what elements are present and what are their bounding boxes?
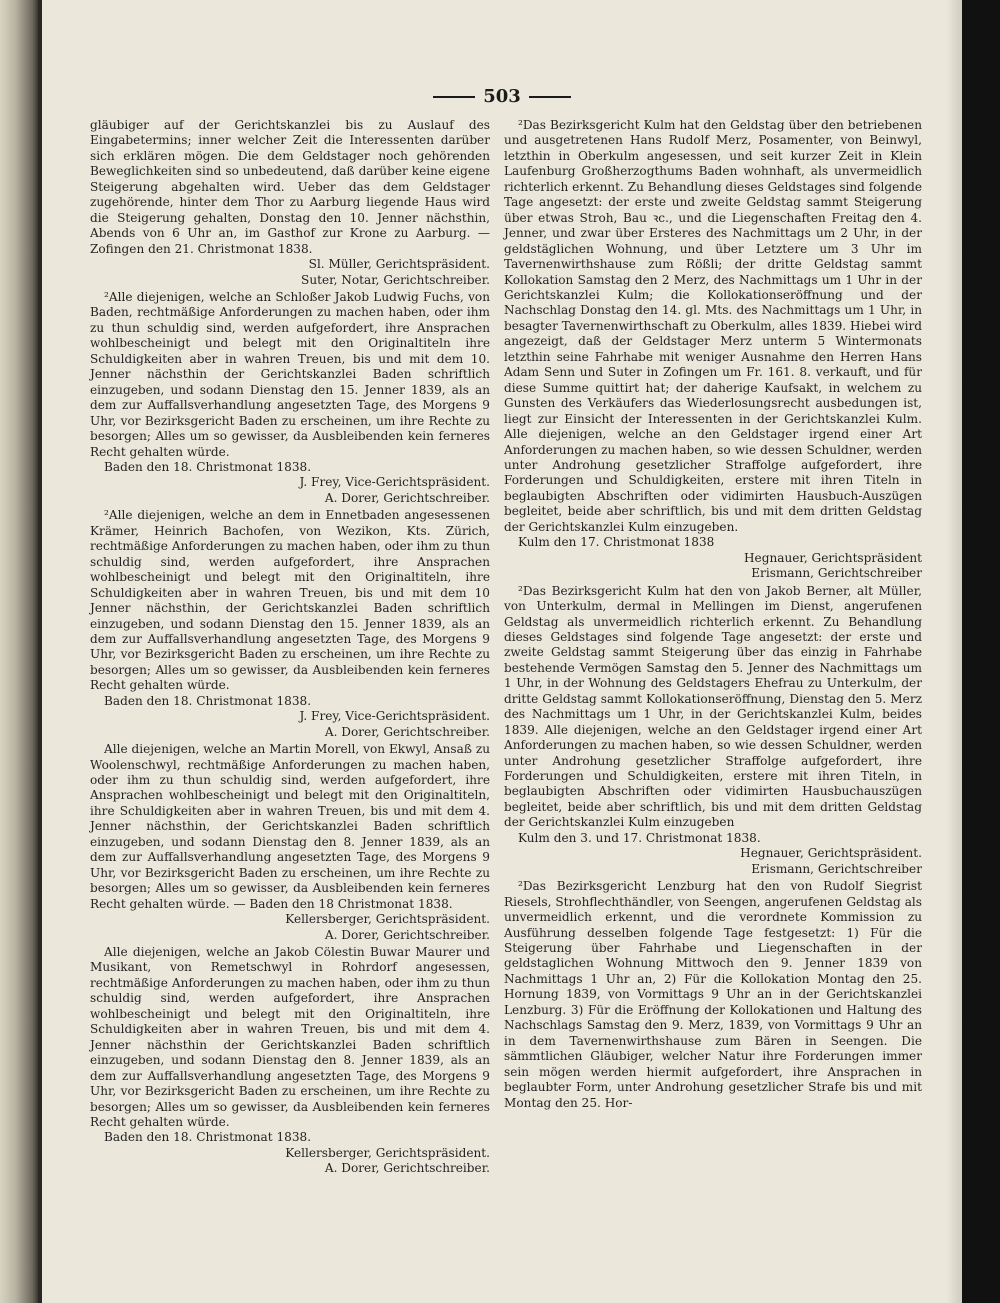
notice-signature: Kellersberger, Gerichtspräsident. <box>285 912 490 927</box>
notice-signature: Erismann, Gerichtschreiber <box>751 861 922 876</box>
notice-signature: J. Frey, Vice-Gerichtspräsident. <box>299 709 490 724</box>
notice-text: ²Alle diejenigen, welche an dem in Ennetbaden angesessenen Krämer, Heinrich Bachofen, von Wezikon, Kts. Zürich, rechtmäßige Anforderungen zu machen haben, oder ihm zu thun schuldig sind, werden aufgefordert, ihre Ansprachen wohlbescheinigt und belegt mit den Originaltiteln, ihre Schuldigkeiten aber in wahren Treuen, bis und mit dem 10 Jenner nächsthin, der Gerichtskanzlei Baden schriftlich einzugeben, und sodann Dienstag den 15. Jenner 1839, als an dem zur Auffallsverhandlung angesetzten Tage, des Morgens 9 Uhr, vor Bezirksgericht Baden zu erscheinen, um ihre Rechte zu besorgen; Alles um so gewisser, da Ausbleibenden kein ferneres Recht gehalten würde. <box>90 508 490 693</box>
notice <box>90 290 490 506</box>
notice-signature: Erismann, Gerichtschreiber <box>751 566 922 581</box>
notice-text: ²Das Bezirksgericht Lenzburg hat den von Rudolf Siegrist Riesels, Strohflechthändler, von Seengen, angerufenen Geldstag als unvermeidlich erkennt, und die verordnete Kommission zu Ausführung desselben folgende Tage festgesetzt: 1) Für die Steigerung über Fahrhabe und Liegenschaften in der geldstaglichen Wohnung Mittwoch den 9. Jenner 1839 von Nachmittags 1 Uhr an, 2) Für die Kollokation Montag den 25. Hornung 1839, von Vormittags 9 Uhr an in der Gerichtskanzlei Lenzburg. 3) Für die Eröffnung der Kollokationen und Haltung des Nachschlags Samstag den 9. Merz, 1839, von Vormittags 9 Uhr an in dem Tavernenwirthshause zum Bären in Seengen. Die sämmtlichen Gläubiger, welcher Natur ihre Forderungen immer sein mögen werden hiermit aufgefordert, ihre Ansprachen in beglaubter Form, unter Androhung gesetzlicher Strafe bis und mit Montag den 25. Hor- <box>504 879 922 1110</box>
notice-signature: Suter, Notar, Gerichtschreiber. <box>301 272 490 287</box>
notice-signature: A. Dorer, Gerichtschreiber. <box>324 724 490 739</box>
notice-signature: A. Dorer, Gerichtschreiber. <box>324 927 490 942</box>
notice-date: Kulm den 17. Christmonat 1838 <box>518 535 715 550</box>
notice-date: Baden den 18. Christmonat 1838. <box>104 1130 312 1145</box>
notice-text: ²Das Bezirksgericht Kulm hat den von Jakob Berner, alt Müller, von Unterkulm, dermal in Mellingen im Dienst, angerufenen Geldstag als unvermeidlich richterlich erkennt. Zu Behandlung dieses Geldstages sind folgende Tage angesetzt: der erste und zweite Geldstag sammt Steigerung über das einzig in Fahrhabe bestehende Vermögen Samstag den 5. Jenner des Nachmittags um 1 Uhr, in der Wohnung des Geldstagers Ehefrau zu Unterkulm, der dritte Geldstag sammt Kollokationseröffnung, Dienstag den 5. Merz des Nachmittags um 1 Uhr, in der Gerichtskanzlei Kulm, beides 1839. Alle diejenigen, welche an den Geldstager irgend einer Art Anforderungen zu machen haben, so wie dessen Schuldner, werden unter Androhung gesetzlicher Straffolge aufgefordert, ihre Forderungen und Schuldigkeiten, erstere mit ihren Titeln, in beglaubigten Abschriften oder vidimirten Hausbuchauszügen begleitet, beide aber schriftlich, bis und mit dem dritten Geldstag der Gerichtskanzlei Kulm einzugeben <box>504 583 922 830</box>
notice-signature: J. Frey, Vice-Gerichtspräsident. <box>299 475 490 490</box>
notice <box>90 508 490 740</box>
header-rule-left <box>433 96 475 98</box>
binding-gutter <box>0 0 38 1303</box>
notice-signature: Kellersberger, Gerichtspräsident. <box>285 1145 490 1160</box>
page-number: 503 <box>483 86 521 107</box>
notice-date: Kulm den 3. und 17. Christmonat 1838. <box>518 830 761 845</box>
notice-text: Alle diejenigen, welche an Martin Morell, von Ekwyl, Ansaß zu Woolenschwyl, rechtmäßige Anforderungen zu machen haben, oder ihm zu thun schuldig sind, werden aufgefordert, ihre Ansprachen wohlbescheinigt und belegt mit den Originaltiteln, ihre Schuldigkeiten aber in wahren Treuen, bis und mit dem 4. Jenner nächsthin, der Gerichtskanzlei Baden schriftlich einzugeben, und sodann Dienstag den 8. Jenner 1839, als an dem zur Auffallsverhandlung angesetzten Tage, des Morgens 9 Uhr, vor Bezirksgericht Baden zu erscheinen, um ihre Rechte zu besorgen; Alles um so gewisser, da Ausbleibenden kein ferneres Recht gehalten würde. — Baden den 18 Christmonat 1838. <box>90 742 490 911</box>
right-column <box>504 118 922 1113</box>
notice-text: gläubiger auf der Gerichtskanzlei bis zu Auslauf des Eingabetermins; inner welcher Zeit die Interessenten darüber sich erklären mögen. Die dem Geldstager noch gehörenden Beweglichkeiten sind so unbedeutend, daß darüber keine eigene Steigerung abgehalten wird. Ueber das dem Geldstager zugehörende, hinter dem Thor zu Aarburg liegende Haus wird die Steigerung gehalten, Donstag den 10. Jenner nächsthin, Abends von 6 Uhr an, im Gasthof zur Krone zu Aarburg. — Zofingen den 21. Christmonat 1838. <box>90 118 490 256</box>
notice <box>504 879 922 1111</box>
notice <box>504 584 922 878</box>
left-column <box>90 118 490 1179</box>
notice <box>504 118 922 582</box>
notice-date: Baden den 18. Christmonat 1838. <box>104 693 312 708</box>
notice-signature: Hegnauer, Gerichtspräsident <box>744 550 922 565</box>
notice-signature: Hegnauer, Gerichtspräsident. <box>740 846 922 861</box>
notice-text: ²Das Bezirksgericht Kulm hat den Geldstag über den betriebenen und ausgetretenen Hans Rudolf Merz, Posamenter, von Beinwyl, letzthin in Oberkulm angesessen, und seit kurzer Zeit in Klein Laufenburg Großherzogthums Baden wohnhaft, als unvermeidlich richterlich erkennt. Zu Behandlung dieses Geldstages sind folgende Tage angesetzt: der erste und zweite Geldstag sammt Steigerung über etwas Stroh, Bau ꝛc., und die Liegenschaften Freitag den 4. Jenner, und zwar über Ersteres des Nachmittags um 2 Uhr, in der geldstäglichen Wohnung, und über Letztere um 3 Uhr im Tavernenwirthshause zum Rößli; der dritte Geldstag sammt Kollokation Samstag den 2 Merz, des Nachmittags um 1 Uhr in der Gerichtskanzlei Kulm; die Kollokationseröffnung und der Nachschlag Donstag den 14. gl. Mts. des Nachmittags um 1 Uhr, in besagter Tavernenwirthschaft zu Oberkulm, alles 1839. Hiebei wird angezeigt, daß der Geldstager Merz unterm 5 Wintermonats letzthin seine Fahrhabe mit weniger Ausnahme den Herren Hans Adam Senn und Suter in Zofingen um Fr. 161. 8. verkauft, und für diese Summe quittirt hat; der daherige Kaufsakt, in welchem zu Gunsten des Verkäufers das Wiederlosungsrecht ausbedungen ist, liegt zur Einsicht der Interessenten in der Gerichtskanzlei Kulm. Alle diejenigen, welche an den Geldstager irgend einer Art Anforderungen zu machen haben, so wie dessen Schuldner, werden unter Androhung gesetzlicher Straffolge aufgefordert, ihre Forderungen und Schuldigkeiten, erstere mit ihren Titeln in beglaubigten Abschriften oder vidimirten Hausbuch-Auszügen begleitet, beide aber schriftlich, bis und mit dem dritten Geldstag der Gerichtskanzlei Kulm einzugeben. <box>504 118 922 534</box>
notice <box>90 118 490 288</box>
notice <box>90 945 490 1177</box>
notice-signature: Sl. Müller, Gerichtspräsident. <box>308 257 490 272</box>
newspaper-page <box>42 0 962 1303</box>
scan-background <box>962 0 1000 1303</box>
notice-text: ²Alle diejenigen, welche an Schloßer Jakob Ludwig Fuchs, von Baden, rechtmäßige Anforderungen zu machen haben, oder ihm zu thun schuldig sind, werden aufgefordert, ihre Ansprachen wohlbescheinigt und belegt mit den Originaltiteln ihre Schuldigkeiten aber in wahren Treuen, bis und mit dem 10. Jenner nächsthin der Gerichtskanzlei Baden schriftlich einzugeben, und sodann Dienstag den 15. Jenner 1839, als an dem zur Auffallsverhandlung angesetzten Tage, des Morgens 9 Uhr, vor Bezirksgericht Baden zu erscheinen, um ihre Rechte zu besorgen; Alles um so gewisser, da Ausbleibenden kein ferneres Recht gehalten würde. <box>90 289 490 459</box>
notice <box>90 742 490 943</box>
notice-signature: A. Dorer, Gerichtschreiber. <box>324 1161 490 1176</box>
notice-text: Alle diejenigen, welche an Jakob Cölestin Buwar Maurer und Musikant, von Remetschwyl in Rohrdorf angesessen, rechtmäßige Anforderungen zu machen haben, oder ihm zu thun schuldig sind, werden aufgefordert, ihre Ansprachen wohlbescheinigt und belegt mit den Originaltiteln, ihre Schuldigkeiten aber in wahren Treuen, bis und mit dem 4. Jenner nächsthin der Gerichtskanzlei Baden schriftlich einzugeben, und sodann Dienstag den 8. Jenner 1839, als an dem zur Auffallsverhandlung angesetzten Tage, des Morgens 9 Uhr, vor Bezirksgericht Baden zu erscheinen, um ihre Rechte zu besorgen; Alles um so gewisser, da Ausbleibenden kein ferneres Recht gehalten würde. <box>90 945 490 1129</box>
notice-signature: A. Dorer, Gerichtschreiber. <box>324 490 490 505</box>
page-header <box>42 86 962 107</box>
notice-date: Baden den 18. Christmonat 1838. <box>104 459 312 474</box>
header-rule-right <box>529 96 571 98</box>
